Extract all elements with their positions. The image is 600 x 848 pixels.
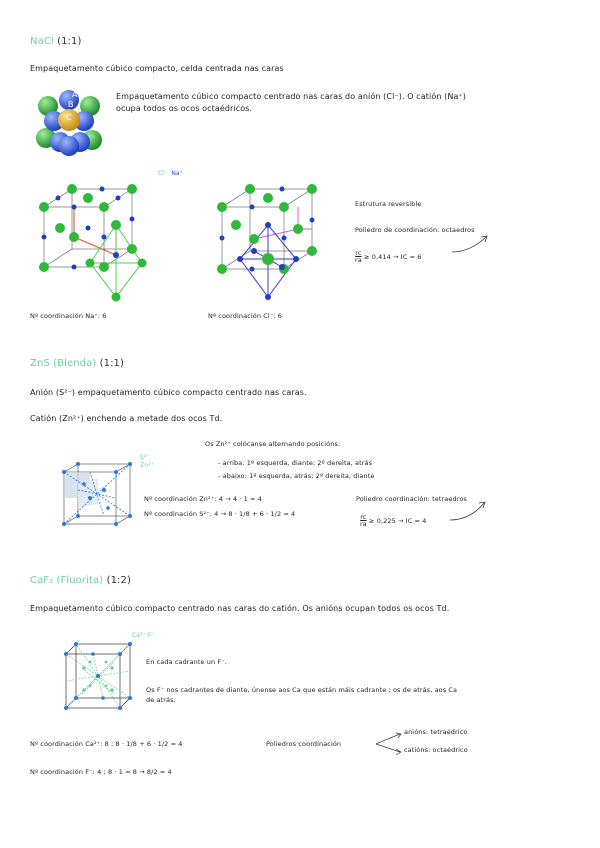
caf2-title: CaF₂ (Fluorita) (1:2)	[30, 575, 131, 586]
legend-na: Na⁺	[171, 170, 183, 177]
zns-blende-lattice	[58, 460, 138, 540]
ball-label-c: C	[66, 113, 72, 122]
nacl-coord-cl: Nº coordinación Cl⁻: 6	[208, 312, 283, 320]
zns-line1: Anión (S²⁻) empaquetamento cúbico compacto centrado nas caras.	[30, 388, 307, 397]
nacl-title: NaCl (1:1)	[30, 36, 82, 47]
nacl-desc-line1: Empaquetamento cúbico compacto centrado nas caras do anión (Cl⁻). O catión (Na⁺)	[116, 92, 466, 101]
nacl-lattice-na-coordination	[34, 185, 154, 305]
nacl-note-reversible: Estrutura reversible	[355, 200, 422, 208]
legend-zn: Zn²⁺	[140, 462, 154, 469]
zns-legend	[140, 454, 154, 470]
nacl-radius-ratio: $\frac{rc}{ra} \ge 0,414$ → IC = 6	[355, 249, 422, 264]
caf2-note1: En cada cadrante un F⁻.	[146, 658, 227, 666]
legend-s: S²⁻	[140, 454, 150, 461]
legend-f: F⁻	[147, 632, 155, 639]
nacl-coord-na: Nº coordinación Na⁺: 6	[30, 312, 107, 320]
nacl-arrow	[450, 234, 490, 254]
legend-ca: Ca²⁺	[132, 632, 146, 639]
ball-label-a: A	[72, 90, 78, 99]
nacl-subtitle: Empaquetamento cúbico compacto, celda centrada nas caras	[30, 64, 284, 73]
caf2-note3: de atrás.	[146, 696, 176, 704]
zns-polyhedron: Poliedro coordinación: tetraedros	[356, 495, 467, 503]
caf2-coord-ca: Nº coordinación Ca²⁺: 8 ; 8 · 1/8 + 6 · 1/2 = 4	[30, 740, 183, 748]
zns-note-up: - arriba: 1º esquerda, diante; 2º dereita, atrás	[218, 459, 373, 467]
legend-cl: Cl⁻	[158, 170, 168, 177]
caf2-line1: Empaquetamento cúbico compacto centrado nas caras do catión. Os anións ocupan todos os ocos Td.	[30, 604, 450, 613]
nacl-lattice-cl-coordination	[212, 185, 332, 305]
zns-note-down: - abaixo: 1º esquerda, atrás; 2º dereita, diante	[218, 472, 375, 480]
caf2-fluorite-lattice	[60, 640, 140, 720]
nacl-note-polyhedron: Poliedro de coordinación: octaedros	[355, 226, 475, 234]
zns-arrow	[448, 500, 488, 522]
zns-title: ZnS (Blenda) (1:1)	[30, 358, 125, 369]
ball-label-b: B	[68, 100, 74, 109]
nacl-legend	[158, 170, 183, 177]
zns-line2: Catión (Zn²⁺) enchendo a metade dos ocos Td.	[30, 414, 223, 423]
zns-note-title: Os Zn²⁺ colócanse alternando posicións:	[205, 440, 341, 448]
caf2-branch-arrows	[374, 730, 404, 760]
caf2-poly-anion: anións: tetraédrico	[404, 728, 468, 736]
nacl-sphere-packing-image	[34, 88, 104, 158]
caf2-note2: Os F⁻ nos cadrantes de diante, únense aos Ca que están máis cadrante ; os de atrás, aos Ca	[146, 686, 458, 694]
caf2-coord-f: Nº coordinación F⁻: 4 ; 8 · 1 = 8 → 8/2 = 4	[30, 768, 172, 776]
zns-coord-zn: Nº coordinación Zn²⁺: 4 → 4 · 1 = 4	[144, 495, 262, 503]
caf2-legend	[132, 632, 155, 639]
caf2-polyhedra: Poliedros coordinación	[266, 740, 342, 748]
zns-radius-ratio: $\frac{rc}{ra} \ge 0,225$ → IC = 4	[360, 513, 427, 528]
nacl-desc-line2: ocupa todos os ocos octaédricos.	[116, 104, 253, 113]
zns-coord-s: Nº coordinación S²⁻: 4 → 8 · 1/8 + 6 · 1/2 = 4	[144, 510, 296, 518]
caf2-poly-cation: catións: octaédrico	[404, 746, 468, 754]
